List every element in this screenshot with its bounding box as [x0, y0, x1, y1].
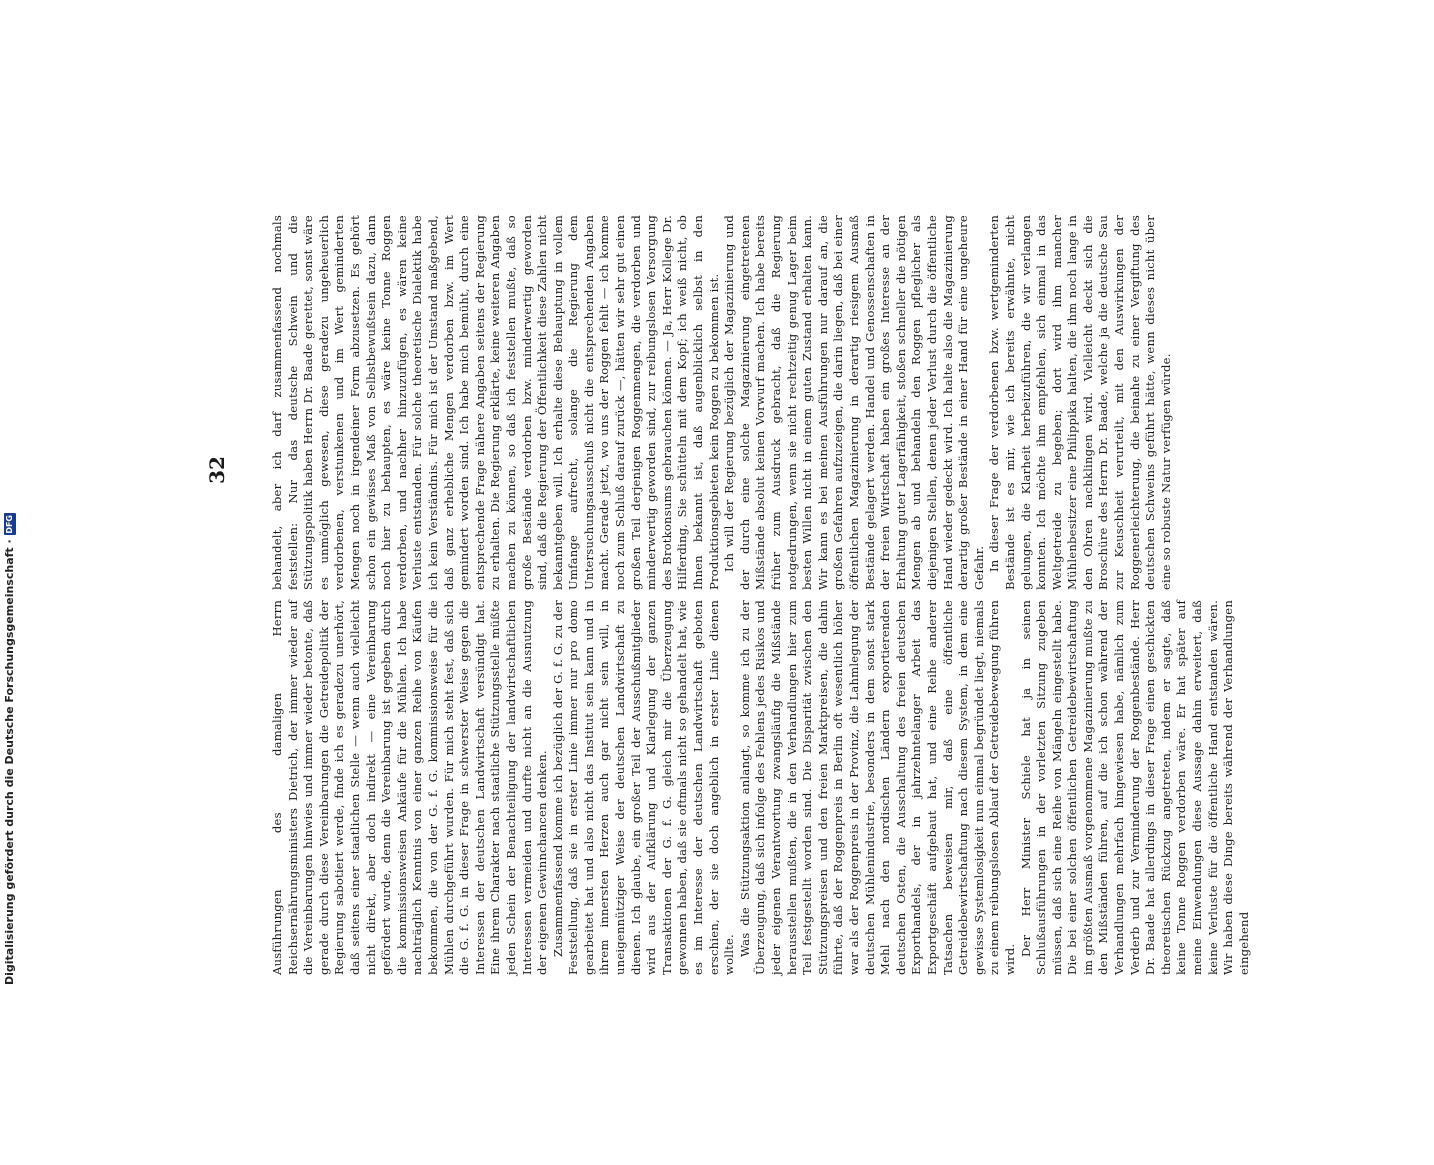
- footer-strip: [0, 0, 20, 1000]
- document-page: [150, 0, 1251, 1165]
- left-column: [270, 600, 1252, 975]
- rotated-page-content: [150, 0, 1315, 1000]
- paragraph: Ausführungen des damaligen Herrn Reichsernährungsministers Dietrich, der immer wieder auf die Vereinbarungen hinwies und immer wieder betonte, daß gerade durch diese Vereinbarungen die Getreidepolitik der Regierung sabotiert werde, finde ich es geradezu unerhört, daß seitens einer staatlichen Stelle — wenn auch vielleicht nicht direkt, aber doch indirekt — eine Vereinbarung gefördert wurde, denn die Vereinbarung ist gegeben durch die kommissionsweisen Ankäufe für die Mühlen. Ich habe nachträglich Kenntnis von einer ganzen Reihe von Käufen bekommen, die von der G. f. G. kommissionsweise für die Mühlen durchgeführt wurden. Für mich steht fest, daß sich die G. f. G. in dieser Frage in schwerster Weise gegen die Interessen der deutschen Landwirtschaft versündigt hat. Eine ihrem Charakter nach staatliche Stützungsstelle müßte jeden Schein der Benachteiligung der landwirtschaftlichen Interessen vermeiden und durfte nicht an die Ausnutzung der eigenen Gewinnchancen denken.: [270, 600, 550, 975]
- credit-text: Digitalisierung gefördert durch die Deutsche Forschungsgemeinschaft ·: [3, 539, 16, 985]
- digitization-credit: [3, 513, 16, 985]
- paragraph: In dieser Frage der verdorbenen bzw. wertgeminderten Bestände ist es mir, wie ich bereits erwähnte, nicht gelungen, die Klarheit herbeizuführen, die wir verlangen konnten. Ich möchte ihm empfehlen, sich einmal in das Weltgetreide zu begeben; dort wird ihm mancher Mühlenbesitzer eine Philippika halten, die ihm noch lange in den Ohren nachklingen wird. Vielleicht deckt sich die Broschüre des Herrn Dr. Baade, welche ja die deutsche Sau zur Keuschheit verurteilt, mit den Auswirkungen der Roggenerleichterung, die beinahe zu einer Vergiftung des deutschen Schweins geführt hätte, wenn dieses nicht über eine so robuste Natur verfügen würde.: [987, 215, 1173, 590]
- dfg-logo-icon: DFG: [4, 515, 14, 534]
- paragraph: Was die Stützungsaktion anlangt, so komme ich zu der Überzeugung, daß sich infolge des Fehlens jedes Risikos und jeder eigenen Verantwortung zwangsläufig die Mißstände herausstellen mußten, die in den Verhandlungen hier zum Teil festgestellt worden sind. Die Disparität zwischen den Stützungspreisen und den freien Marktpreisen, die dahin führte, daß der Roggenpreis in Berlin oft wesentlich höher war als der Roggenpreis in der Provinz, die Lahmlegung der deutschen Mühlenindustrie, besonders in dem sonst stark Mehl nach den nordischen Ländern exportierenden deutschen Osten, die Ausschaltung des freien deutschen Exporthandels, der in jahrzehntelanger Arbeit das Exportgeschäft aufgebaut hat, und eine Reihe anderer Tatsachen beweisen mir, daß eine öffentliche Getreidebewirtschaftung nach diesem System, in dem eine gewisse Systemlosigkeit nun einmal begründet liegt, niemals zu einem reibungslosen Ablauf der Getreidebewegung führen wird.: [737, 600, 1017, 975]
- page-number: 32: [205, 456, 229, 484]
- paragraph: Ich will der Regierung bezüglich der Magazinierung und der durch eine solche Magazinierung eingetretenen Mißstände absolut keinen Vorwurf machen. Ich habe bereits früher zum Ausdruck gebracht, daß die Regierung notgedrungen, wenn sie nicht rechtzeitig genug Lager beim besten Willen nicht in einem guten Zustand erhalten kann. Wir kann es bei meinen Ausführungen nur darauf an, die großen Gefahren aufzuzeigen, die darin liegen, daß bei einer öffentlichen Magazinierung in derartig riesigem Ausmaß Bestände gelagert werden. Handel und Genossenschaften in der freien Wirtschaft haben ein großes Interesse an der Erhaltung guter Lagerfähigkeit, stoßen schneller die nötigen Mengen ab und behandeln den Roggen pfleglicher als diejenigen Stellen, denen jeder Verlust durch die öffentliche Hand wieder gedeckt wird. Ich halte also die Magazinierung derartig großer Bestände in einer Hand für eine ungeheure Gefahr.: [722, 215, 986, 590]
- paragraph: behandelt, aber ich darf zusammenfassend nochmals feststellen: Nur das deutsche Schwein und die Stützungspolitik haben Herrn Dr. Baade gerettet, sonst wäre es unmöglich gewesen, diese geradezu ungeheuerlich verdorbenen, verstunkenen und im Wert geminderten Mengen noch in irgendeiner Form abzusetzen. Es gehört schon ein gewisses Maß von Selbstbewußtsein dazu, dann noch hier zu behaupten, es wäre keine Tonne Roggen verdorben, und nachher hinzuzufügen, es wären keine Verluste entstanden. Für solche theoretische Dialektik habe ich kein Verständnis. Für mich ist der Umstand maßgebend, daß ganz erhebliche Mengen verdorben bzw. im Wert gemindert worden sind. Ich habe mich bemüht, durch eine entsprechende Frage nähere Angaben seitens der Regierung zu erhalten. Die Regierung erklärte, keine weiteren Angaben machen zu können, so daß ich feststellen mußte, daß so große Bestände verdorben bzw. minderwertig geworden sind, daß die Regierung der Öffentlichkeit diese Zahlen nicht bekanntgeben will. Ich erhalte diese Behauptung in vollem Umfange aufrecht, solange die Regierung dem Untersuchungsausschuß nicht die entsprechenden Angaben macht. Gerade jetzt, wo uns der Roggen fehlt — ich komme noch zum Schluß darauf zurück —, hätten wir sehr gut einen großen Teil derjenigen Roggenmengen, die verdorben und minderwertig geworden sind, zur reibungslosen Versorgung des Brotkonsums gebrauchen können. — Ja, Herr Kollege Dr. Hilferding, Sie schütteln mit dem Kopf; ich weiß nicht, ob Ihnen bekannt ist, daß augenblicklich selbst in den Produktionsgebieten kein Roggen zu bekommen ist.: [270, 215, 721, 590]
- paragraph: Der Herr Minister Schiele hat ja in seinen Schlußausführungen in der vorletzten Sitzung zugeben müssen, daß sich eine Reihe von Mängeln eingestellt habe. Die bei einer solchen öffentlichen Getreidebewirtschaftung im größten Ausmaß vorgenommene Magazinierung mußte zu den Mißständen führen, auf die ich schon während der Verhandlungen mehrfach hingewiesen habe, nämlich zum Verderb und zur Verminderung der Roggenbestände. Herr Dr. Baade hat allerdings in dieser Frage einen geschickten theoretischen Rückzug angetreten, indem er sagte, daß keine Tonne Roggen verdorben wäre. Er hat später auf meine Einwendungen diese Aussage dahin erweitert, daß keine Verluste für die öffentliche Hand entstanden wären. Wir haben diese Dinge bereits während der Verhandlungen eingehend: [1018, 600, 1251, 975]
- right-column: [270, 215, 1174, 590]
- paragraph: Zusammenfassend komme ich bezüglich der G. f. G. zu der Feststellung, daß sie in erster Linie immer nur pro domo gearbeitet hat und also nicht das Institut sein kann und in ihrem innersten Herzen auch gar nicht sein will, in uneigennütziger Weise der deutschen Landwirtschaft zu dienen. Ich glaube, ein großer Teil der Ausschußmitglieder wird aus der Aufklärung und Klarlegung der ganzen Transaktionen der G. f. G. gleich mir die Überzeugung gewonnen haben, daß sie oftmals nicht so gehandelt hat, wie es im Interesse der deutschen Landwirtschaft geboten erschien, der sie doch angeblich in erster Linie dienen wollte.: [550, 600, 737, 975]
